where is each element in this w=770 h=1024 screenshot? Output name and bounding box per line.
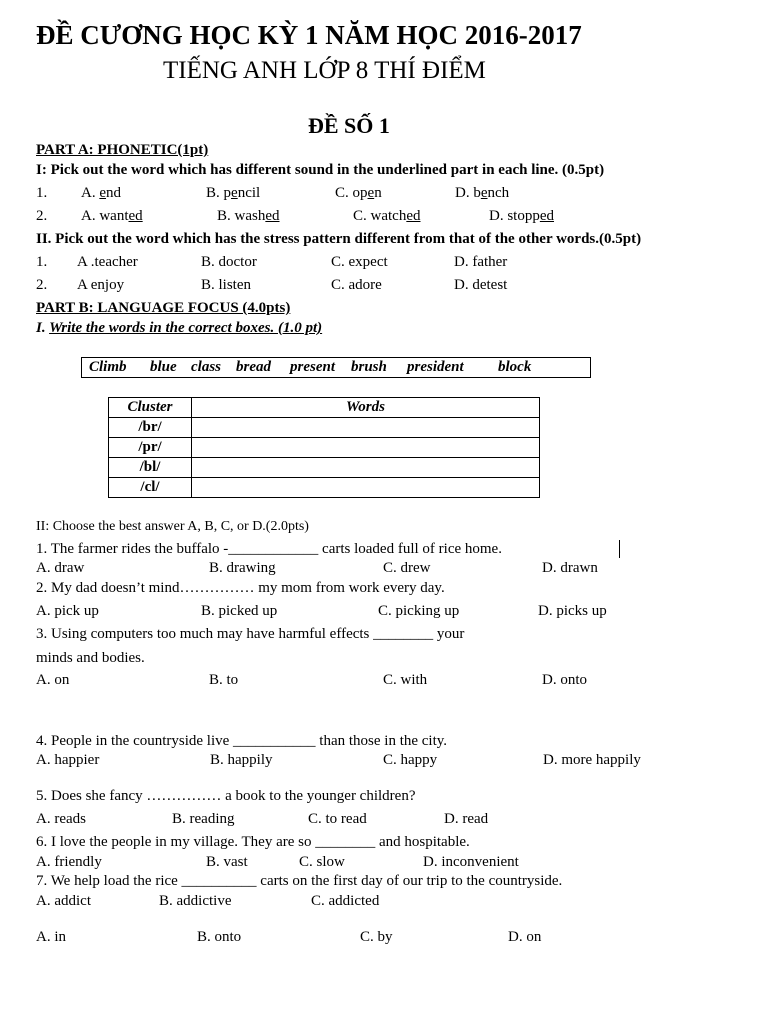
phonetic-q1-option-b: B. pencil xyxy=(206,185,261,201)
document-title: ĐỀ CƯƠNG HỌC KỲ 1 NĂM HỌC 2016-2017 xyxy=(36,20,582,50)
mc-q7-option-a: A. addict xyxy=(36,893,91,909)
word-present: present xyxy=(290,359,335,375)
phonetic-q1-number: 1. xyxy=(36,185,48,201)
mc-q1-option-b: B. drawing xyxy=(209,560,276,576)
stress-q1-number: 1. xyxy=(36,254,48,270)
mc-q3-option-a: A. on xyxy=(36,672,70,688)
part-b-title: PART B: LANGUAGE FOCUS (4.0pts) xyxy=(36,300,291,316)
mc-q2-stem: 2. My dad doesn’t mind…………… my mom from work every day. xyxy=(36,580,445,596)
mc-q3-stem: 3. Using computers too much may have harmful effects ________ your xyxy=(36,626,465,642)
word-president: president xyxy=(407,359,464,375)
words-cell[interactable] xyxy=(192,478,540,498)
mc-q8-option-a: A. in xyxy=(36,929,66,945)
table-row xyxy=(109,478,540,498)
table-header-words: Words xyxy=(192,398,540,418)
mc-q4-option-c: C. happy xyxy=(383,752,438,768)
phonetic-q2-option-a: A. wanted xyxy=(81,208,143,224)
stress-q2-option-d: D. detest xyxy=(454,277,508,293)
mc-q2-option-d: D. picks up xyxy=(538,603,607,619)
part-a-instruction-2: II. Pick out the word which has the stress pattern different from that of the other words.(0.5pt) xyxy=(36,231,642,247)
mc-q1-option-d: D. drawn xyxy=(542,560,598,576)
mc-q4-option-b: B. happily xyxy=(210,752,273,768)
mc-q2-option-c: C. picking up xyxy=(378,603,460,619)
word-brush: brush xyxy=(351,359,387,375)
word-blue: blue xyxy=(150,359,177,375)
cluster-cell: /pr/ xyxy=(109,438,192,458)
mc-q6-option-a: A. friendly xyxy=(36,854,102,870)
mc-q4-option-d: D. more happily xyxy=(543,752,641,768)
mc-q5-option-c: C. to read xyxy=(308,811,367,827)
mc-q7-option-b: B. addictive xyxy=(159,893,232,909)
table-row xyxy=(109,458,540,478)
mc-q2-option-a: A. pick up xyxy=(36,603,99,619)
phonetic-q2-option-d: D. stopped xyxy=(489,208,555,224)
mc-q6-option-d: D. inconvenient xyxy=(423,854,519,870)
words-cell[interactable] xyxy=(192,418,540,438)
mc-q5-option-b: B. reading xyxy=(172,811,235,827)
stress-q1-option-a: A .teacher xyxy=(77,254,138,270)
mc-q5-option-a: A. reads xyxy=(36,811,86,827)
mc-q3-option-d: D. onto xyxy=(542,672,587,688)
exam-number: ĐỀ SỐ 1 xyxy=(308,113,390,138)
table-header-cluster: Cluster xyxy=(109,398,192,418)
mc-q3-stem-continued: minds and bodies. xyxy=(36,650,145,666)
part-b-instruction-2: II: Choose the best answer A, B, C, or D.(2.0pts) xyxy=(36,519,309,534)
mc-q3-option-c: C. with xyxy=(383,672,428,688)
table-row xyxy=(109,418,540,438)
mc-q1-option-a: A. draw xyxy=(36,560,85,576)
phonetic-q2-option-c: C. watched xyxy=(353,208,421,224)
phonetic-q1-option-a: A. end xyxy=(81,185,122,201)
word-climb: Climb xyxy=(89,359,127,375)
part-a-title: PART A: PHONETIC(1pt) xyxy=(36,142,209,158)
phonetic-q1-option-c: C. open xyxy=(335,185,382,201)
word-block: block xyxy=(498,359,532,375)
mc-q1-option-c: C. drew xyxy=(383,560,431,576)
document-subtitle: TIẾNG ANH LỚP 8 THÍ ĐIỂM xyxy=(163,57,486,84)
phonetic-q2-number: 2. xyxy=(36,208,48,224)
stress-q1-option-c: C. expect xyxy=(331,254,388,270)
phonetic-q2-option-b: B. washed xyxy=(217,208,280,224)
table-row xyxy=(109,438,540,458)
mc-q3-option-b: B. to xyxy=(209,672,239,688)
stress-q1-option-d: D. father xyxy=(454,254,508,270)
mc-q4-option-a: A. happier xyxy=(36,752,100,768)
stress-q2-option-a: A enjoy xyxy=(77,277,125,293)
cluster-cell: /bl/ xyxy=(109,458,192,478)
mc-q6-option-b: B. vast xyxy=(206,854,248,870)
part-a-instruction-1: I: Pick out the word which has different sound in the underlined part in each line. (0.5pt) xyxy=(36,162,605,178)
mc-q7-option-c: C. addicted xyxy=(311,893,380,909)
text-cursor xyxy=(619,540,620,558)
stress-q2-option-b: B. listen xyxy=(201,277,252,293)
cluster-table xyxy=(108,397,540,498)
word-class: class xyxy=(191,359,221,375)
mc-q8-option-b: B. onto xyxy=(197,929,242,945)
word-box xyxy=(81,357,591,378)
table-header-row xyxy=(109,398,540,418)
cluster-cell: /cl/ xyxy=(109,478,192,498)
mc-q7-stem: 7. We help load the rice __________ carts on the first day of our trip to the countryside. xyxy=(36,873,563,889)
words-cell[interactable] xyxy=(192,458,540,478)
mc-q8-option-c: C. by xyxy=(360,929,393,945)
stress-q2-option-c: C. adore xyxy=(331,277,382,293)
mc-q6-stem: 6. I love the people in my village. They are so ________ and hospitable. xyxy=(36,834,470,850)
cluster-cell: /br/ xyxy=(109,418,192,438)
mc-q6-option-c: C. slow xyxy=(299,854,345,870)
part-b-instruction-1: I. Write the words in the correct boxes. (1.0 pt) xyxy=(36,320,323,336)
word-bread: bread xyxy=(236,359,271,375)
mc-q2-option-b: B. picked up xyxy=(201,603,278,619)
mc-q5-option-d: D. read xyxy=(444,811,489,827)
mc-q1-stem: 1. The farmer rides the buffalo -____________ carts loaded full of rice home. xyxy=(36,541,502,557)
phonetic-q1-option-d: D. bench xyxy=(455,185,510,201)
stress-q1-option-b: B. doctor xyxy=(201,254,257,270)
mc-q8-option-d: D. on xyxy=(508,929,542,945)
mc-q4-stem: 4. People in the countryside live ___________ than those in the city. xyxy=(36,733,448,749)
stress-q2-number: 2. xyxy=(36,277,48,293)
words-cell[interactable] xyxy=(192,438,540,458)
mc-q5-stem: 5. Does she fancy …………… a book to the younger children? xyxy=(36,788,416,804)
